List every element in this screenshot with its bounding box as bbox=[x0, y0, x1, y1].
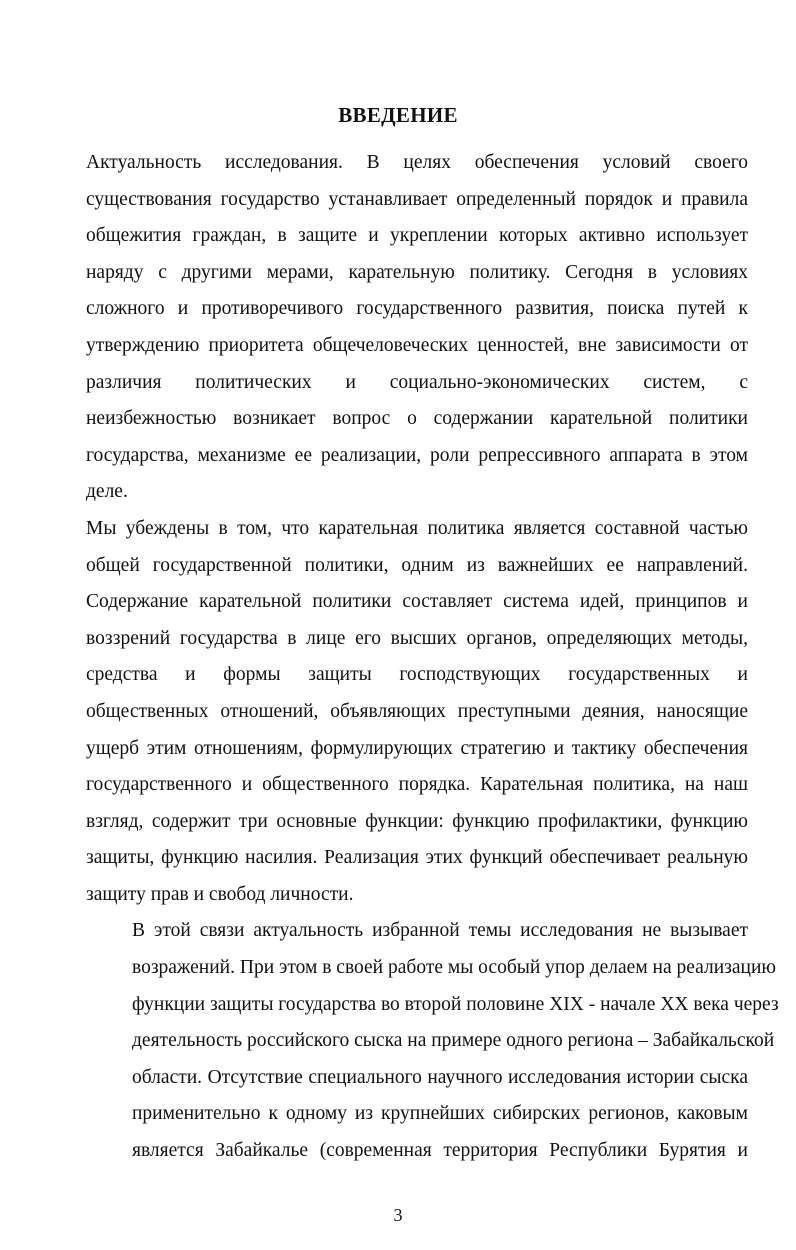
text-line: является Забайкалье (современная территория Республики Бурятия и bbox=[132, 1140, 748, 1162]
text-line: сложного и противоречивого государственного развития, поиска путей к bbox=[86, 298, 748, 320]
text-line: Содержание карательной политики составляет система идей, принципов и bbox=[86, 591, 748, 613]
text-line: общественных отношений, объявляющих преступными деяния, наносящие bbox=[86, 700, 748, 722]
text-line: функции защиты государства во второй половине XIX - начале XX века через bbox=[132, 993, 779, 1015]
text-line: существования государство устанавливает определенный порядок и правила bbox=[86, 188, 748, 210]
text-line: В этой связи актуальность избранной темы исследования не вызывает bbox=[132, 920, 748, 942]
text-line: общей государственной политики, одним из важнейших ее направлений. bbox=[86, 554, 748, 576]
text-line: Мы убеждены в том, что карательная политика является составной частью bbox=[86, 517, 748, 539]
section-heading: ВВЕДЕНИЕ bbox=[338, 103, 458, 127]
text-line: ущерб этим отношениям, формулирующих стратегию и тактику обеспечения bbox=[86, 737, 748, 759]
text-line: Актуальность исследования. В целях обеспечения условий своего bbox=[86, 152, 748, 173]
paragraph bbox=[86, 511, 748, 914]
text-line: государства, механизме ее реализации, роли репрессивного аппарата в этом bbox=[86, 444, 748, 466]
paragraph bbox=[86, 913, 779, 1169]
paragraph bbox=[86, 145, 748, 511]
text-line: различия политических и социально-экономических систем, с bbox=[86, 371, 748, 393]
text-line: наряду с другими мерами, карательную политику. Сегодня в условиях bbox=[86, 261, 748, 283]
text-line: защиты, функцию насилия. Реализация этих функций обеспечивает реальную bbox=[86, 847, 748, 869]
page-number: 3 bbox=[393, 1205, 403, 1225]
text-line: воззрений государства в лице его высших органов, определяющих методы, bbox=[86, 627, 748, 649]
text-line: защиту прав и свобод личности. bbox=[86, 883, 354, 905]
text-line: деятельность российского сыска на примере одного региона – Забайкальской bbox=[132, 1030, 775, 1052]
text-line: утверждению приоритета общечеловеческих ценностей, вне зависимости от bbox=[86, 334, 748, 356]
text-line: возражений. При этом в своей работе мы особый упор делаем на реализацию bbox=[132, 957, 776, 979]
text-line: деле. bbox=[86, 481, 128, 503]
text-line: государственного и общественного порядка. Карательная политика, на наш bbox=[86, 774, 748, 796]
text-line: применительно к одному из крупнейших сибирских регионов, каковым bbox=[132, 1103, 748, 1125]
text-line: неизбежностью возникает вопрос о содержании карательной политики bbox=[86, 408, 748, 430]
text-line: области. Отсутствие специального научного исследования истории сыска bbox=[132, 1066, 748, 1088]
document-body bbox=[86, 145, 779, 1170]
text-line: общежития граждан, в защите и укреплении которых активно использует bbox=[86, 225, 748, 247]
text-line: средства и формы защиты господствующих государственных и bbox=[86, 664, 748, 686]
text-line: взгляд, содержит три основные функции: функцию профилактики, функцию bbox=[86, 810, 748, 832]
